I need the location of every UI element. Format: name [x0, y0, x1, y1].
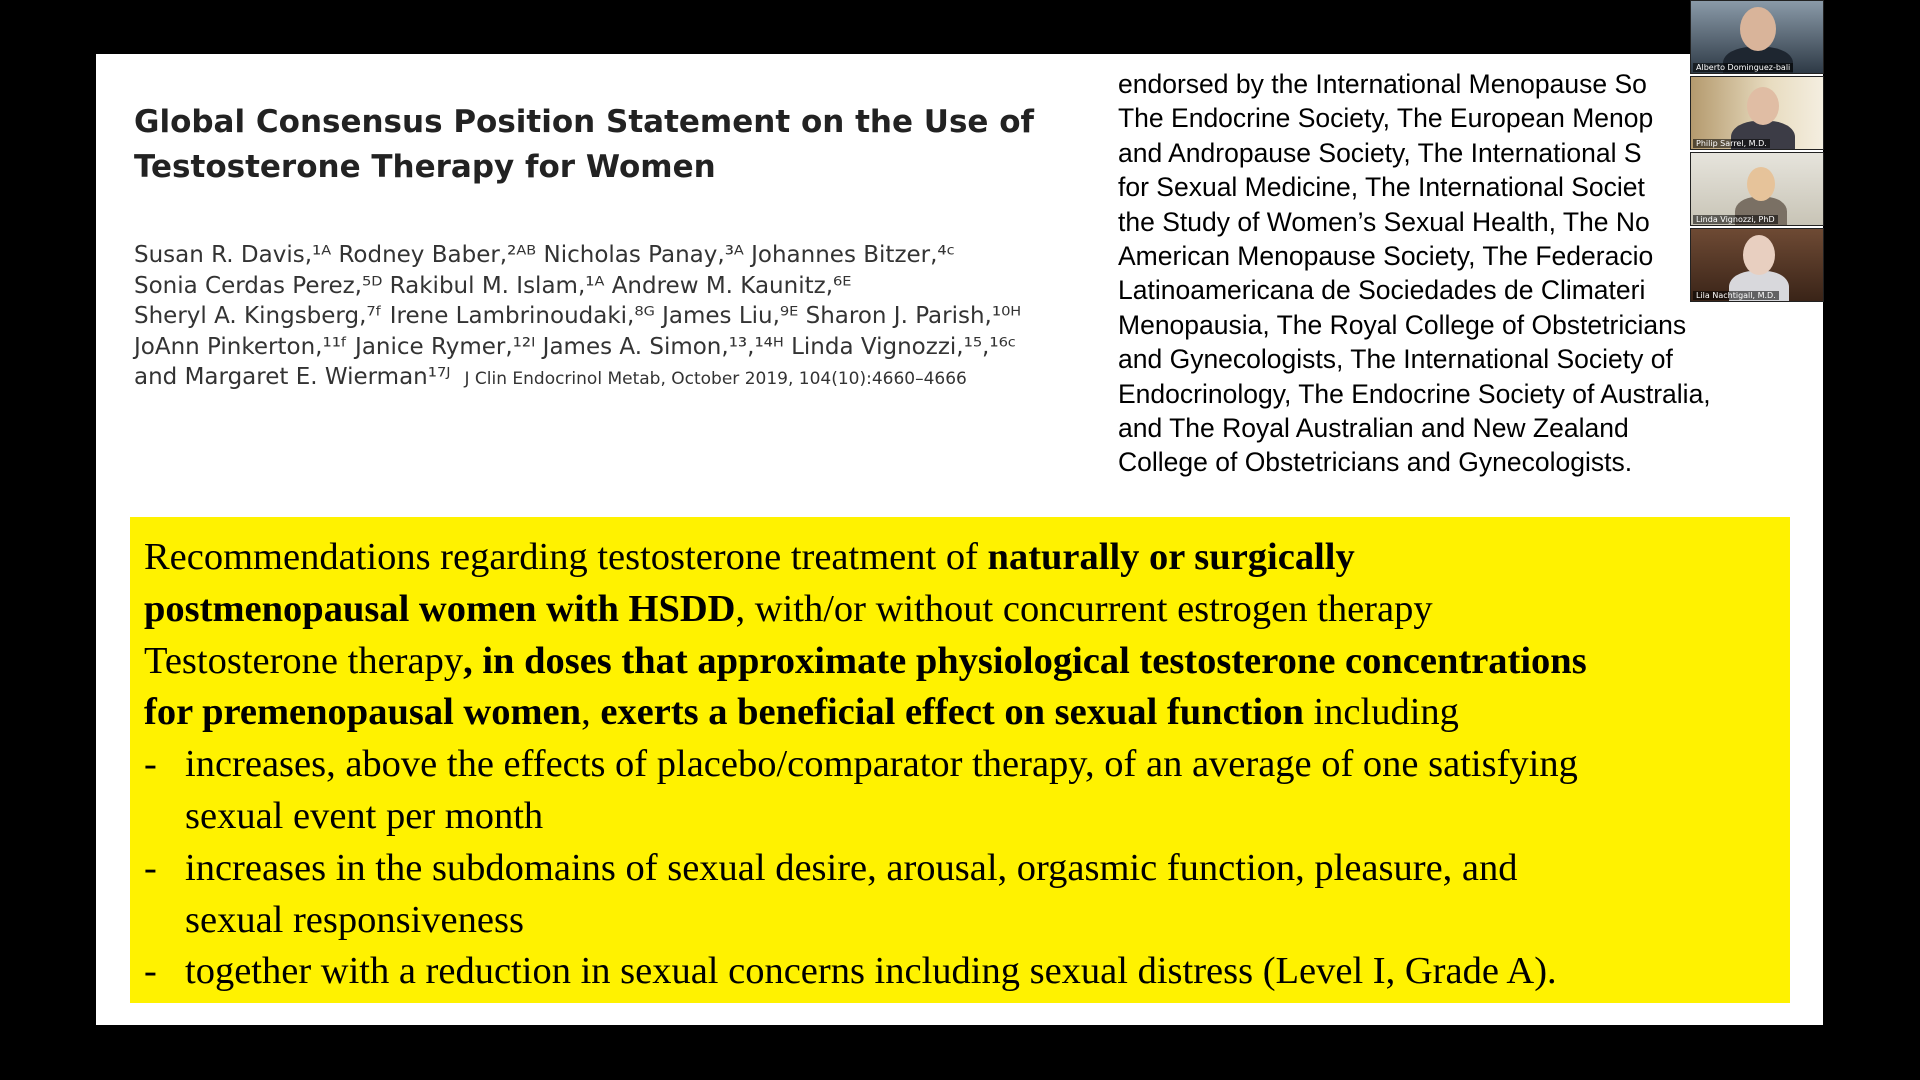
endorsement-line: College of Obstetricians and Gynecologists. [1118, 447, 1633, 478]
author-line: JoAnn Pinkerton,¹¹ᶠ Janice Rymer,¹²ᴵ James A. Simon,¹³,¹⁴ᴴ Linda Vignozzi,¹⁵,¹⁶ᶜ [134, 333, 1017, 360]
endorsement-line: endorsed by the International Menopause So [1118, 69, 1647, 99]
participant-video-tile[interactable] [1690, 152, 1824, 226]
bullet-continuation: sexual event per month [185, 794, 544, 837]
bullet-text: increases, above the effects of placebo/comparator therapy, of an average of one satisfying [185, 743, 1578, 786]
endorsement-line: American Menopause Society, The Federacio [1118, 241, 1654, 272]
bullet-dash: - [144, 846, 157, 889]
bold-text-run: exerts a beneficial effect on sexual function [600, 691, 1304, 734]
endorsement-line: and Andropause Society, The International S [1118, 137, 1642, 168]
recommendation-line [144, 532, 1790, 584]
bullet-continuation: sexual responsiveness [185, 898, 524, 941]
endorsement-line: The Endocrine Society, The European Menop [1118, 103, 1654, 134]
author-line: Susan R. Davis,¹ᴬ Rodney Baber,²ᴬᴮ Nicholas Panay,³ᴬ Johannes Bitzer,⁴ᶜ [134, 242, 956, 268]
endorsement-line: for Sexual Medicine, The International Societ [1118, 172, 1645, 203]
participant-video-strip[interactable] [1690, 0, 1824, 302]
paper-title [134, 100, 1074, 190]
participant-name: Linda Vignozzi, PhD [1693, 215, 1778, 224]
endorsement-line: Latinoamericana de Sociedades de Climateri [1118, 275, 1646, 306]
endorsement-line: Endocrinology, The Endocrine Society of Australia, [1118, 378, 1711, 409]
participant-face [1740, 7, 1776, 51]
participant-video-tile[interactable] [1690, 228, 1824, 302]
author-line: and Margaret E. Wierman¹⁷ᴶ [134, 364, 451, 390]
bold-text-run: for premenopausal women [144, 691, 582, 734]
bullet-item [144, 739, 1790, 791]
paper-title-line: Global Consensus Position Statement on the Use of [134, 104, 1035, 140]
endorsement-line: and The Royal Australian and New Zealand [1118, 413, 1629, 444]
bullet-item [144, 946, 1790, 998]
author-line: Sonia Cerdas Perez,⁵ᴰ Rakibul M. Islam,¹ᴬ Andrew M. Kaunitz,⁶ᴱ [134, 272, 852, 299]
participant-name: Alberto Dominguez-bali [1693, 63, 1793, 72]
endorsement-line: and Gynecologists, The International Society of [1118, 344, 1673, 375]
recommendation-line [144, 636, 1790, 688]
bullet-text: increases in the subdomains of sexual desire, arousal, orgasmic function, pleasure, and [185, 846, 1518, 889]
text-run: , [581, 691, 601, 734]
recommendations-box [130, 517, 1790, 1003]
recommendation-line [144, 687, 1790, 739]
participant-face [1747, 167, 1775, 201]
text-run: including [1303, 691, 1459, 734]
participant-face [1747, 87, 1779, 125]
text-run: , with/or without concurrent estrogen therapy [735, 587, 1433, 630]
bold-text-run: , in doses that approximate physiological testosterone concentrations [463, 639, 1587, 682]
bold-text-run: naturally or surgically [987, 536, 1355, 578]
presentation-slide [96, 54, 1823, 1025]
bullet-text: together with a reduction in sexual concerns including sexual distress (Level I, Grade A). [185, 950, 1557, 993]
text-run: Recommendations regarding testosterone treatment of [144, 536, 988, 578]
text-run: Testosterone therapy [144, 639, 464, 682]
paper-title-line: Testosterone Therapy for Women [134, 149, 716, 185]
bullet-item [144, 843, 1790, 895]
endorsement-line: the Study of Women’s Sexual Health, The No [1118, 206, 1650, 237]
participant-video-tile[interactable] [1690, 0, 1824, 74]
journal-citation: J Clin Endocrinol Metab, October 2019, 104(10):4660–4666 [464, 369, 967, 389]
participant-name: Philip Sarrel, M.D. [1693, 139, 1770, 148]
participant-name: Lila Nachtigall, M.D. [1693, 291, 1779, 300]
bullet-dash: - [144, 743, 157, 786]
participant-face [1743, 235, 1775, 275]
author-line: Sheryl A. Kingsberg,⁷ᶠ Irene Lambrinoudaki,⁸ᴳ James Liu,⁹ᴱ Sharon J. Parish,¹⁰ᴴ [134, 303, 1022, 329]
bullet-dash: - [144, 950, 157, 993]
recommendation-line [144, 584, 1790, 636]
author-line-last [134, 362, 1114, 395]
bold-text-run: postmenopausal women with HSDD [144, 587, 736, 630]
author-list [134, 240, 1114, 395]
endorsement-line: Menopausia, The Royal College of Obstetricians [1118, 309, 1687, 340]
participant-video-tile[interactable] [1690, 76, 1824, 150]
